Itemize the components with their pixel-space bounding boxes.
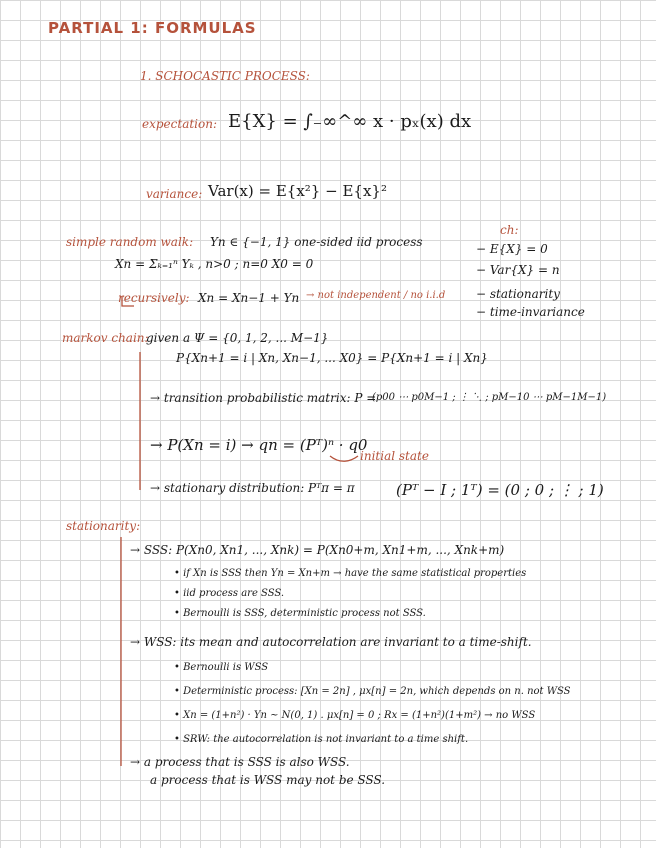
wss-item: • Bernoulli is WSS <box>174 662 269 673</box>
stationarity-label: stationarity: <box>66 519 141 533</box>
random-walk-label: simple random walk: <box>66 235 194 249</box>
recursive-formula: Xn = Xn−1 + Yn <box>198 291 300 305</box>
random-walk-definition: Yn ∈ {−1, 1} one-sided iid process <box>210 235 423 249</box>
expectation-formula: E{X} = ∫₋∞^∞ x · pₓ(x) dx <box>228 111 472 132</box>
recursive-label: recursively: <box>118 291 190 305</box>
markov-property: P{Xn+1 = i | Xn, Xn−1, ... X0} = P{Xn+1 = i | Xn} <box>176 351 488 365</box>
side-item: − Var{X} = n <box>476 263 560 277</box>
stationary-distribution: → stationary distribution: Pᵀπ = π <box>150 481 355 495</box>
side-item: − E{X} = 0 <box>476 242 548 256</box>
recursive-arrow-line <box>122 296 134 306</box>
side-title: ch: <box>500 223 519 237</box>
sss-item: • Bernoulli is SSS, deterministic process not SSS. <box>174 608 426 619</box>
side-item: − stationarity <box>476 287 560 301</box>
stationary-equation: (Pᵀ − I ; 1ᵀ) = (0 ; 0 ; ⋮ ; 1) <box>396 481 604 499</box>
side-item: − time-invariance <box>476 305 585 319</box>
expectation-label: expectation: <box>142 117 218 131</box>
wss-item: • Deterministic process: [Xn = 2n] , μx[n] = 2n, which depends on n. not WSS <box>174 686 571 697</box>
page-title: PARTIAL 1: FORMULAS <box>48 19 257 37</box>
wss-item: • SRW: the autocorrelation is not invariant to a time shift. <box>174 734 469 745</box>
section-heading-stochastic: 1. SCHOCASTIC PROCESS: <box>140 69 310 83</box>
initial-state-arrow <box>330 456 358 461</box>
wss-definition: → WSS: its mean and autocorrelation are invariant to a time-shift. <box>130 635 532 649</box>
initial-state-label: initial state <box>360 449 429 463</box>
transition-matrix: (p00 ⋯ p0M−1 ; ⋮ ⋱ ; pM−10 ⋯ pM−1M−1) <box>372 392 607 403</box>
sss-item: • if Xn is SSS then Yn = Xn+m → have the same statistical properties <box>174 568 527 579</box>
wss-item: • Xn = (1+n²) · Yn ~ N(0, 1) . μx[n] = 0 ; Rx = (1+n²)(1+m²) → no WSS <box>174 710 536 721</box>
variance-formula: Var(x) = E{x²} − E{x}² <box>208 182 387 200</box>
random-walk-sum: Xn = Σₖ₌₁ⁿ Yₖ , n>0 ; n=0 X0 = 0 <box>115 257 314 271</box>
transition-matrix-label: → transition probabilistic matrix: P = <box>150 391 377 405</box>
sss-item: • iid process are SSS. <box>174 588 285 599</box>
variance-label: variance: <box>146 187 203 201</box>
state-probability: → P(Xn = i) → qn = (Pᵀ)ⁿ · q0 <box>150 436 368 454</box>
conclusion-line-2: a process that is WSS may not be SSS. <box>150 773 386 787</box>
sss-definition: → SSS: P(Xn0, Xn1, ..., Xnk) = P(Xn0+m, Xn1+m, ..., Xnk+m) <box>130 543 505 557</box>
markov-given: given a Ψ = {0, 1, 2, ... M−1} <box>146 331 329 345</box>
markov-label: markov chain: <box>62 331 149 345</box>
conclusion-line-1: → a process that is SSS is also WSS. <box>130 755 350 769</box>
random-walk-note: → not independent / no i.i.d <box>306 290 446 301</box>
